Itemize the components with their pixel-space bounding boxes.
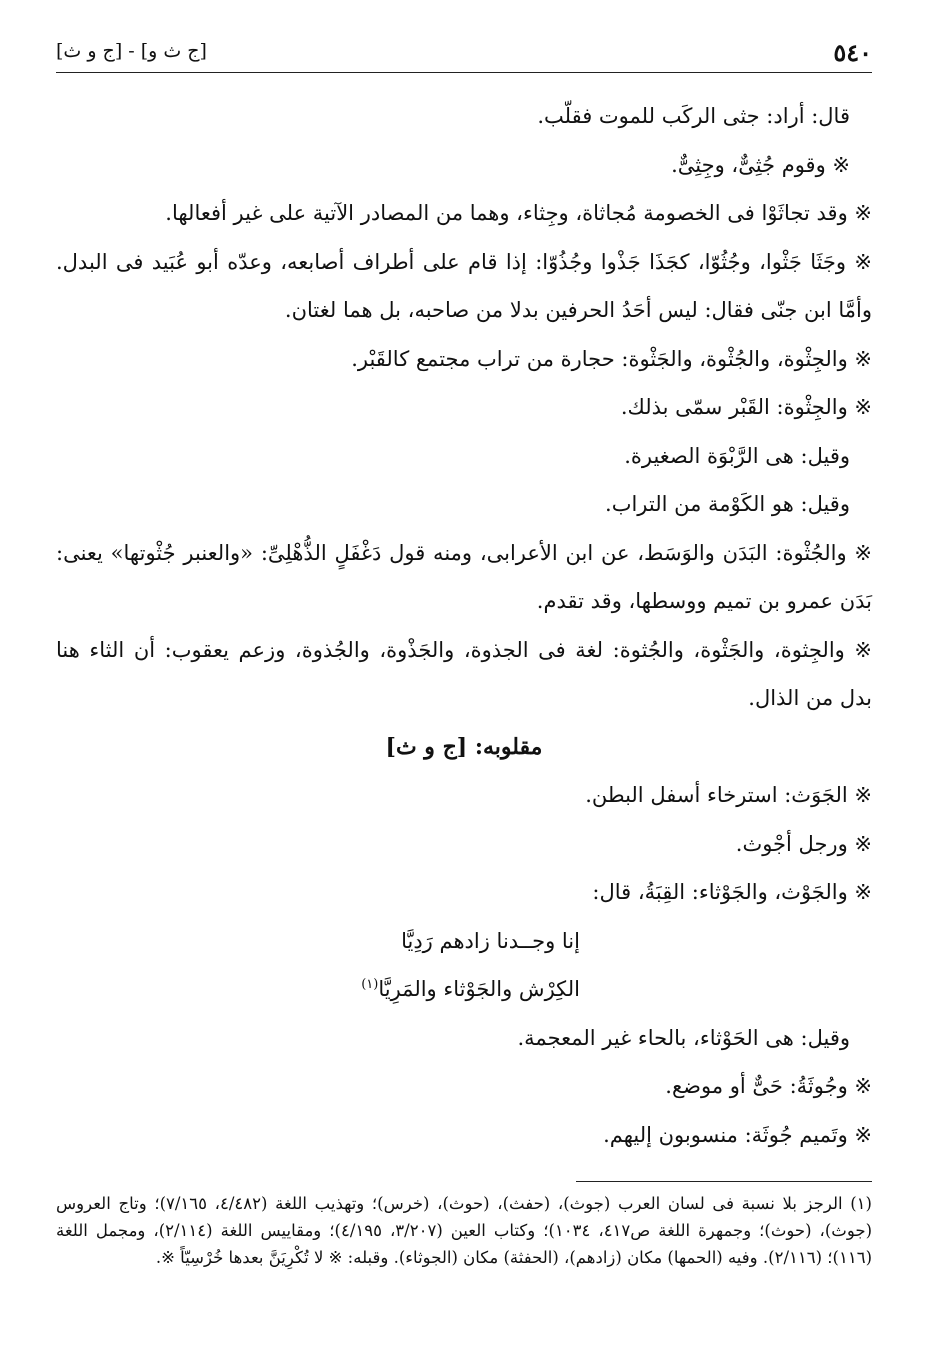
page-header <box>56 28 872 73</box>
paragraph: ※ وقوم جُثِىٌّ، وجِثِىٌّ. <box>671 152 850 177</box>
paragraph: ※ الجَوَث: استرخاء أسفل البطن. <box>585 783 872 807</box>
paragraph: ※ ورجل أجْوث. <box>735 831 872 856</box>
paragraph: ※ وتَميم جُوثَة: منسوبون إليهم. <box>603 1122 872 1147</box>
paragraph: وقيل: هى الرَّبْوَة الصغيرة. <box>624 443 850 468</box>
page-number: ٥٤٠ <box>833 38 872 67</box>
footnotes <box>56 1190 872 1271</box>
paragraph: ※ والجَوْث، والجَوْثاء: القِبَةُ، قال: <box>592 880 872 904</box>
paragraph: ※ وقد تجاثَوْا فى الخصومة مُجاثاة، وجِثاء، وهما من المصادر الآتية على غير أفعالها. <box>165 201 872 225</box>
paragraph: قال: أراد: جثى الركَب للموت فقلّب. <box>537 104 850 128</box>
verse-line-2-text: الكِرْش والجَوْثاء والمَرِيَّا <box>378 977 580 1001</box>
paragraph: ※ وجَثَا جَثْوا، وجُثُوّا، كجَذَا جَذْوا وجُذُوّا: إذا قام على أطراف أصابعه، وعدّه أبو عُبَيد فى البدل. وأمَّا ابن جنّى فقال: ليس أحَدُ الحرفين بدلا من صاحبه، بل هما لغتان. <box>56 249 872 322</box>
paragraph: ※ وجُوثَةُ: حَىٌّ أو موضع. <box>665 1074 872 1098</box>
running-head: [ج ث و] - [ج و ث] <box>56 40 207 62</box>
paragraph: وقيل: هى الحَوْثاء، بالحاء غير المعجمة. <box>517 1025 850 1050</box>
footnote: (١) الرجز بلا نسبة فى لسان العرب (جوث)، (حفث)، (حوث)، (خرس)؛ وتهذيب اللغة (٤/٤٨٢، ٧/١٦٥)؛ وتاج العروس (جوث)، (حوث)؛ وجمهرة اللغة ص٤١٧، ١٠٣٤)؛ وكتاب العين (٣/٢٠٧، ٤/١٩٥)؛ ومقاييس اللغة (٢/١١٤)، ومجمل اللغة (١١٦)؛ (٢/١١٦). وفيه (الحمها) مكان (زادهم)، (الحفثة) مكان (الجوثاء). وقبله: ※ لا تُكْرِيَنَّ بعدها خُرْسِيّاً ※. <box>56 1194 873 1267</box>
verse-line-1: إنا وجــدنا زادهم رَدِيَّا <box>401 928 580 953</box>
main-text <box>56 92 872 1159</box>
paragraph: ※ والجُثْوة: البَدَن والوَسَط، عن ابن الأعرابى، ومنه قول دَغْفَلٍ الذُّهْلِىِّ: «والعنبر جُثْوتها» يعنى: بَدَن عمرو بن تميم ووسطها، وقد تقدم. <box>56 540 872 613</box>
verse-line-2 <box>56 965 872 1014</box>
paragraph: ※ والجِثوة، والجَثْوة، والجُثوة: لغة فى الجذوة، والجَذْوة، والجُذوة، وزعم يعقوب: أن الثاء هنا بدل من الذال. <box>56 637 872 710</box>
footnote-divider <box>576 1181 872 1182</box>
footnote-marker: (١) <box>361 977 379 992</box>
paragraph: وقيل: هو الكَوْمة من التراب. <box>605 492 850 516</box>
paragraph: ※ والجِثْوة، والجُثْوة، والجَثْوة: حجارة من تراب مجتمع كالقَبْر. <box>351 346 872 371</box>
section-heading: مقلوبه: [ج و ث] <box>385 733 543 760</box>
paragraph: ※ والجِثْوة: القَبْر سمّى بذلك. <box>620 395 872 419</box>
